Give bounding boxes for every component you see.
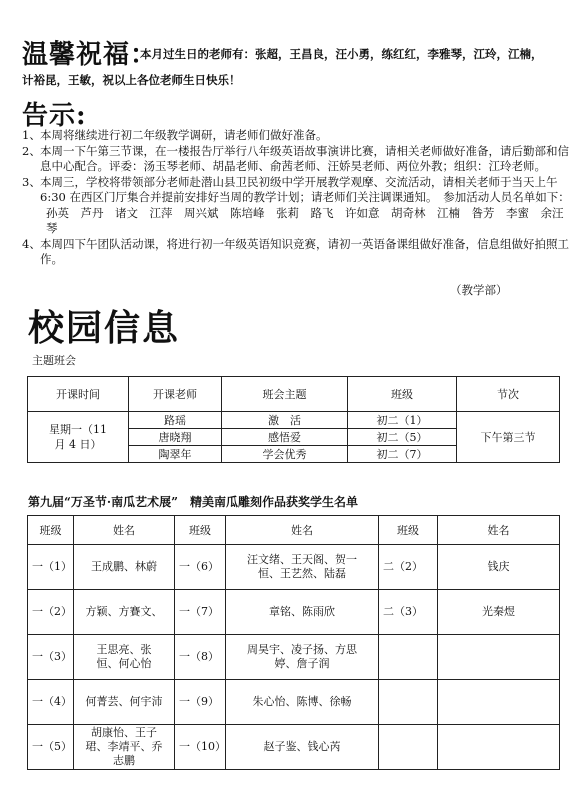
names-cell: 赵子鉴、钱心芮 [226,725,379,770]
birthday-text-2: 计裕昆，王敏，祝以上各位老师生日快乐！ [22,73,241,87]
teacher-cell: 路瑶 [129,412,222,429]
notice-item [22,128,572,144]
class-cell: 一（4） [28,680,74,725]
class-cell: 一（5） [28,725,74,770]
column-header: 班级 [175,516,226,545]
class-cell: 一（1） [28,545,74,590]
table-row [28,725,560,770]
class-cell: 一（2） [28,590,74,635]
period-cell: 下午第三节 [457,412,560,463]
names-cell: 胡康怡、王子珺、李靖平、乔志鹏 [74,725,175,770]
table-header-row [28,516,560,545]
column-header: 姓名 [438,516,560,545]
names-cell: 方颖、方賽文、 [74,590,175,635]
table-row [28,545,560,590]
class-cell: 一（10） [175,725,226,770]
class-cell: 一（3） [28,635,74,680]
class-cell [379,680,438,725]
class-cell [379,725,438,770]
column-header: 开课时间 [28,377,129,412]
notice-number: 1、 [22,128,41,142]
topic-cell: 感悟爱 [222,429,348,446]
column-header: 班会主题 [222,377,348,412]
class-cell: 初二（5） [348,429,457,446]
names-cell: 王思亮、张恒、何心怡 [74,635,175,680]
notice-text: 本周三，学校将带领部分老师赴潜山县卫民初级中学开展教学观摩、交流活动，请相关老师于当天上午 6:30 在西区门厅集合并提前安排好当周的教学计划；请老师们关注调课通知。 参加活动人员名单如下： [40,174,570,204]
names-cell: 朱心怡、陈博、徐畅 [226,680,379,725]
class-cell: 初二（7） [348,446,457,463]
table-header-row [28,377,560,412]
class-cell: 一（7） [175,590,226,635]
column-header: 姓名 [226,516,379,545]
notice-number: 2、 [22,143,41,158]
names-cell [438,635,560,680]
meeting-time: 星期一（11 月 4 日） [28,412,129,463]
column-header: 班级 [379,516,438,545]
table-row [28,680,560,725]
teacher-cell: 唐晓翔 [129,429,222,446]
notice-title: 告示: [22,101,87,131]
class-meeting-table [27,376,560,463]
column-header: 班级 [28,516,74,545]
class-cell [379,635,438,680]
notice-text: 本周一下午第三节课，在一楼报告厅举行八年级英语故事演讲比赛，请相关老师做好准备，请后勤部和信息中心配合。评委：汤玉琴老师、胡晶老师、俞茜老师、汪娇昊老师、两位外教；组织：江玲老师。 [40,143,569,173]
topic-cell: 学会优秀 [222,446,348,463]
class-cell: 一（8） [175,635,226,680]
column-header: 班级 [348,377,457,412]
birthday-title: 温馨祝福： [22,40,158,70]
teacher-cell: 陶翠年 [129,446,222,463]
names-cell: 周昊宇、凌子扬、方思婷、詹子润 [226,635,379,680]
notice-item [22,237,572,268]
notice-item [22,175,572,206]
names-cell: 光秦煜 [438,590,560,635]
column-header: 姓名 [74,516,175,545]
notice-text: 本周将继续进行初二年级教学调研，请老师们做好准备。 [40,128,328,142]
class-cell: 一（9） [175,680,226,725]
notice-item [22,144,572,175]
column-header: 开课老师 [129,377,222,412]
names-cell [438,725,560,770]
class-cell: 初二（1） [348,412,457,429]
notice-number: 4、 [22,236,41,251]
names-cell: 钱庆 [438,545,560,590]
birthday-text: 本月过生日的老师有：张超，王昌良，汪小勇，练红红，李雅琴，江玲，江楠， [140,47,543,61]
class-cell: 一（6） [175,545,226,590]
names-cell: 汪文绪、王天阁、贺一恒、王艺然、陆磊 [226,545,379,590]
class-meeting-label: 主题班会 [32,354,76,367]
participant-names: 孙英 芦丹 诸文 江萍 周兴斌 陈培峰 张莉 路飞 许如意 胡奇林 江楠 昝芳 李蜜 余汪琴 [46,205,564,235]
notice-number: 3、 [22,174,41,189]
topic-cell: 激 活 [222,412,348,429]
campus-info-title: 校园信息 [28,307,181,349]
table-row [28,412,560,429]
department-signature: （教学部） [450,283,508,297]
column-header: 节次 [457,377,560,412]
class-cell: 二（3） [379,590,438,635]
names-cell: 章铭、陈雨欣 [226,590,379,635]
award-list-title: 第九届“万圣节·南瓜艺术展” 精美南瓜雕刻作品获奖学生名单 [28,495,358,509]
names-cell: 何菁芸、何宇沛 [74,680,175,725]
notice-text: 本周四下午团队活动课，将进行初一年级英语知识竞赛，请初一英语备课组做好准备，信息组做好拍照工作。 [40,236,569,266]
names-cell [438,680,560,725]
award-table [27,515,560,770]
table-row [28,590,560,635]
notice-list [22,128,572,268]
class-cell: 二（2） [379,545,438,590]
table-row [28,635,560,680]
names-cell: 王成鹏、林蔚 [74,545,175,590]
